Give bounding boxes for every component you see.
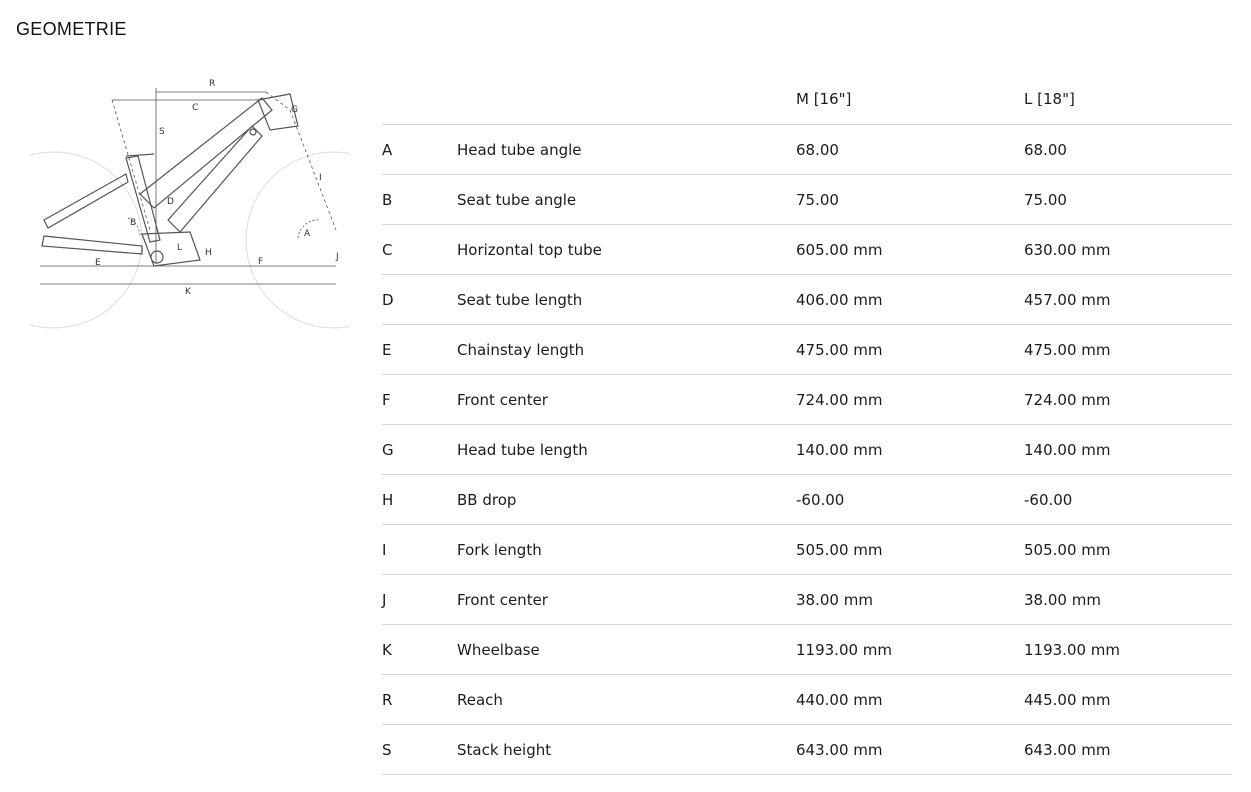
row-value-l: 1193.00 mm	[1024, 625, 1232, 675]
diagram-label: H	[205, 248, 212, 258]
row-key: D	[382, 275, 457, 325]
diagram-label: S	[159, 127, 165, 137]
table-row	[382, 175, 1232, 225]
row-value-l: 68.00	[1024, 125, 1232, 175]
row-value-m: -60.00	[796, 475, 1024, 525]
row-value-l: 630.00 mm	[1024, 225, 1232, 275]
row-label: Reach	[457, 675, 796, 725]
row-value-l: 457.00 mm	[1024, 275, 1232, 325]
row-value-m: 505.00 mm	[796, 525, 1024, 575]
row-value-l: 445.00 mm	[1024, 675, 1232, 725]
table-row	[382, 575, 1232, 625]
row-key: R	[382, 675, 457, 725]
row-key: A	[382, 125, 457, 175]
diagram-label: C	[192, 103, 199, 113]
diagram-label: R	[209, 79, 216, 89]
table-row	[382, 225, 1232, 275]
table-row	[382, 375, 1232, 425]
row-key: I	[382, 525, 457, 575]
header-key	[382, 72, 457, 125]
row-label: Head tube length	[457, 425, 796, 475]
table-row	[382, 675, 1232, 725]
row-label: Seat tube length	[457, 275, 796, 325]
row-value-m: 140.00 mm	[796, 425, 1024, 475]
table-row	[382, 425, 1232, 475]
row-key: E	[382, 325, 457, 375]
row-value-m: 724.00 mm	[796, 375, 1024, 425]
row-label: BB drop	[457, 475, 796, 525]
row-value-m: 440.00 mm	[796, 675, 1024, 725]
row-value-m: 75.00	[796, 175, 1024, 225]
row-value-m: 68.00	[796, 125, 1024, 175]
diagram-label: B	[130, 218, 137, 228]
row-value-l: -60.00	[1024, 475, 1232, 525]
diagram-label: J	[336, 252, 339, 262]
geometry-table	[382, 72, 1232, 775]
row-value-l: 724.00 mm	[1024, 375, 1232, 425]
table-row	[382, 725, 1232, 775]
row-key: G	[382, 425, 457, 475]
section-title: GEOMETRIE	[16, 19, 127, 39]
diagram-label: L	[177, 243, 183, 253]
geometry-diagram	[30, 70, 350, 340]
row-key: K	[382, 625, 457, 675]
row-value-m: 1193.00 mm	[796, 625, 1024, 675]
row-value-l: 643.00 mm	[1024, 725, 1232, 775]
row-key: B	[382, 175, 457, 225]
table-row	[382, 325, 1232, 375]
row-key: F	[382, 375, 457, 425]
row-label: Wheelbase	[457, 625, 796, 675]
row-value-m: 38.00 mm	[796, 575, 1024, 625]
row-label: Front center	[457, 575, 796, 625]
table-row	[382, 125, 1232, 175]
row-label: Seat tube angle	[457, 175, 796, 225]
header-label	[457, 72, 796, 125]
table-header-row	[382, 72, 1232, 125]
row-value-l: 38.00 mm	[1024, 575, 1232, 625]
row-key: S	[382, 725, 457, 775]
front-wheel	[246, 152, 350, 328]
table-row	[382, 475, 1232, 525]
row-label: Horizontal top tube	[457, 225, 796, 275]
header-size-m: M [16"]	[796, 72, 1024, 125]
row-value-m: 643.00 mm	[796, 725, 1024, 775]
diagram-label: A	[304, 229, 311, 239]
table-row	[382, 275, 1232, 325]
row-label: Head tube angle	[457, 125, 796, 175]
row-value-m: 475.00 mm	[796, 325, 1024, 375]
row-value-l: 140.00 mm	[1024, 425, 1232, 475]
row-value-m: 406.00 mm	[796, 275, 1024, 325]
row-label: Chainstay length	[457, 325, 796, 375]
row-key: H	[382, 475, 457, 525]
diagram-label: F	[258, 257, 264, 267]
row-label: Front center	[457, 375, 796, 425]
diagram-label: E	[95, 258, 101, 268]
header-size-l: L [18"]	[1024, 72, 1232, 125]
row-value-m: 605.00 mm	[796, 225, 1024, 275]
row-value-l: 75.00	[1024, 175, 1232, 225]
diagram-label: G	[291, 105, 298, 115]
table-row	[382, 625, 1232, 675]
diagram-label: K	[185, 287, 191, 297]
diagram-label: D	[167, 197, 174, 207]
table-row	[382, 525, 1232, 575]
dimension-lines	[40, 88, 336, 284]
row-label: Fork length	[457, 525, 796, 575]
row-key: J	[382, 575, 457, 625]
frame	[42, 94, 298, 266]
row-key: C	[382, 225, 457, 275]
diagram-label: I	[319, 173, 322, 183]
row-label: Stack height	[457, 725, 796, 775]
row-value-l: 475.00 mm	[1024, 325, 1232, 375]
row-value-l: 505.00 mm	[1024, 525, 1232, 575]
